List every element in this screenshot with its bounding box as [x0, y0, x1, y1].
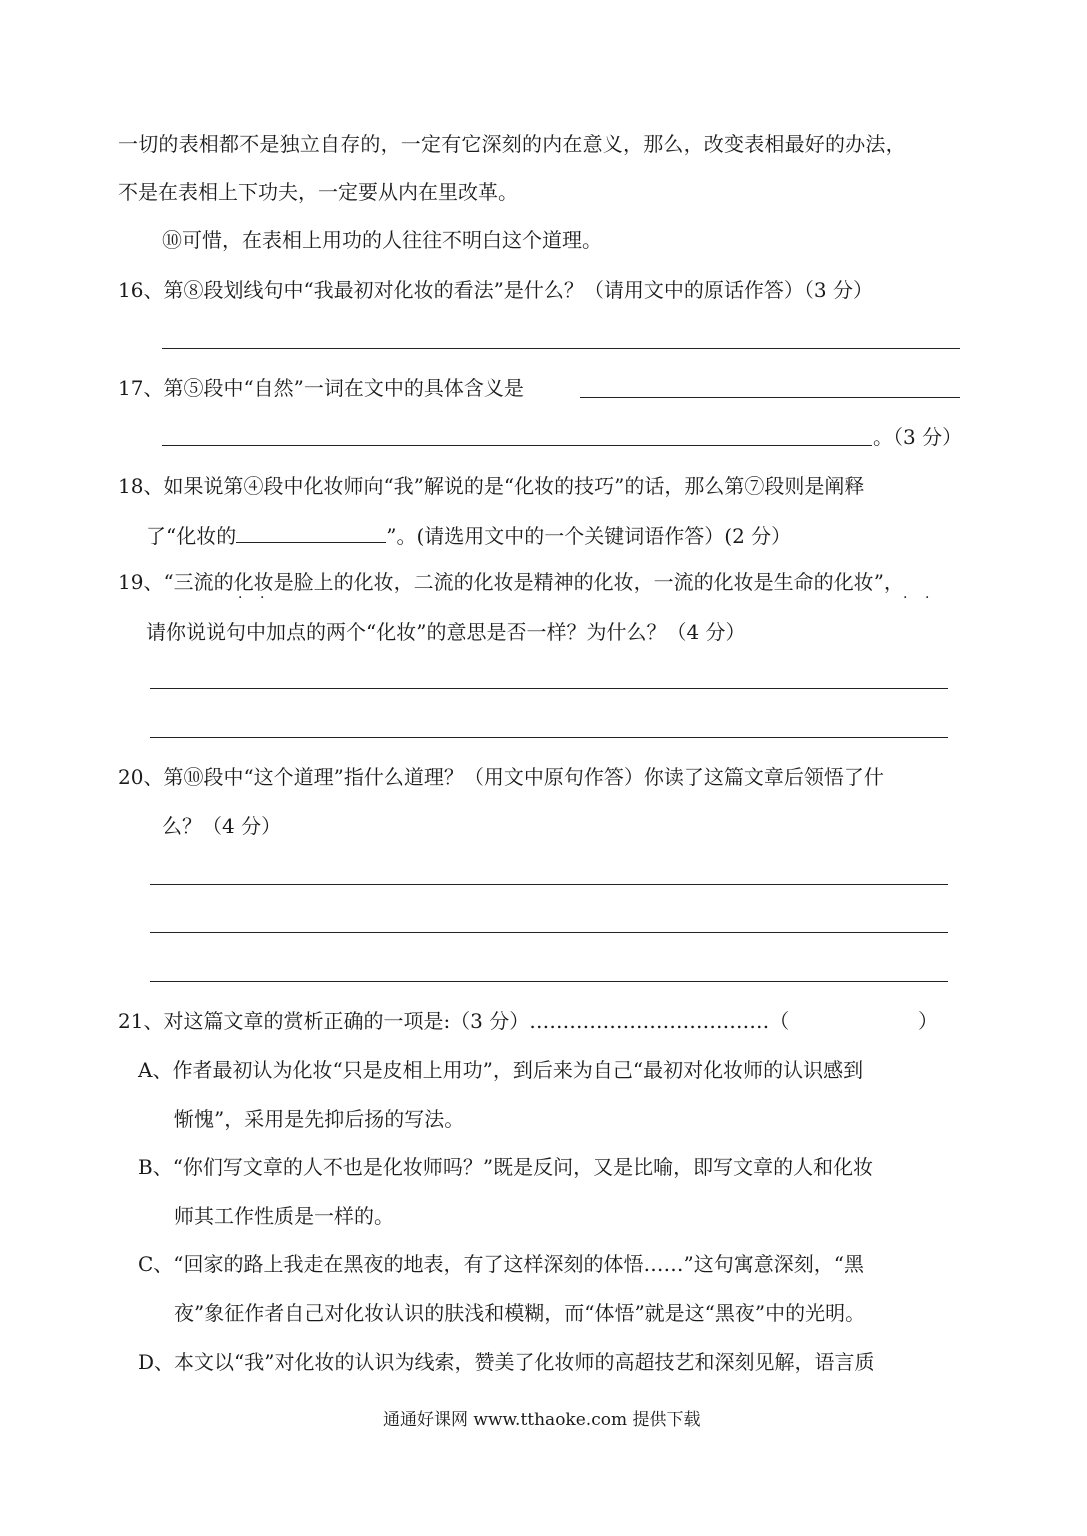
- question-17-suffix: 。（3 分）: [873, 425, 963, 449]
- question-17-prefix: 17、第⑤段中“自然”一词在文中的具体含义是: [118, 376, 524, 400]
- paragraph-line: 一切的表相都不是独立自存的，一定有它深刻的内在意义，那么，改变表相最好的办法，: [118, 132, 906, 156]
- question-18-prefix: 了“化妆的: [146, 524, 237, 548]
- question-19-text: ”，: [873, 570, 904, 594]
- option-b-line2: 师其工作性质是一样的。: [174, 1204, 394, 1228]
- answer-line-17b[interactable]: [162, 445, 872, 446]
- question-21-paren-close: ）: [918, 1009, 938, 1033]
- question-19-line1: [118, 572, 904, 592]
- option-c-line2: 夜”象征作者自己对化妆认识的肤浅和模糊，而“体悟”就是这“黑夜”中的光明。: [174, 1301, 866, 1325]
- emphasis-dots: · ·: [238, 590, 265, 606]
- question-16: 16、第⑧段划线句中“我最初对化妆的看法”是什么？（请用文中的原话作答）（3 分）: [118, 278, 873, 302]
- question-18-line1: 18、如果说第④段中化妆师向“我”解说的是“化妆的技巧”的话，那么第⑦段则是阐释: [118, 474, 865, 498]
- question-19-line2: 请你说说句中加点的两个“化妆”的意思是否一样？为什么？（4 分）: [146, 620, 746, 644]
- answer-line-20c[interactable]: [150, 981, 948, 982]
- option-d-line1[interactable]: D、本文以“我”对化妆的认识为线索，赞美了化妆师的高超技艺和深刻见解，语言质: [138, 1350, 875, 1374]
- question-20-line2: 么？（4 分）: [162, 814, 282, 838]
- option-c-line1[interactable]: C、“回家的路上我走在黑夜的地表，有了这样深刻的体悟……”这句寓意深刻，“黑: [138, 1252, 864, 1276]
- answer-line-20b[interactable]: [150, 932, 948, 933]
- question-19-text: 19、“三流的: [118, 570, 234, 594]
- answer-line-16[interactable]: [162, 348, 960, 349]
- question-20-line1: 20、第⑩段中“这个道理”指什么道理？（用文中原句作答）你读了这篇文章后领悟了什: [118, 765, 884, 789]
- paragraph-line: 不是在表相上下功夫，一定要从内在里改革。: [118, 180, 518, 204]
- question-18-line2: [146, 524, 791, 546]
- answer-line-19b[interactable]: [150, 737, 948, 738]
- answer-line-20a[interactable]: [150, 884, 948, 885]
- dotted-word: 化妆: [233, 570, 274, 594]
- page-footer: 通通好课网 www.tthaoke.com 提供下载: [383, 1410, 701, 1430]
- answer-line-19a[interactable]: [150, 688, 948, 689]
- question-18-suffix: ”。(请选用文中的一个关键词语作答）(2 分）: [386, 524, 792, 548]
- question-21-stem: 21、对这篇文章的赏析正确的一项是:（3 分）………………………………（: [118, 1009, 790, 1033]
- question-19-text: 是脸上的化妆，二流的化妆是精神的化妆，一流的化妆是生命的: [273, 570, 834, 594]
- option-a-line1[interactable]: A、作者最初认为化妆“只是皮相上用功”，到后来为自己“最初对化妆师的认识感到: [138, 1058, 864, 1082]
- paragraph-10: ⑩可惜，在表相上用功的人往往不明白这个道理。: [162, 228, 602, 252]
- answer-blank-18[interactable]: [236, 524, 386, 543]
- emphasis-dots: · ·: [903, 590, 930, 606]
- option-b-line1[interactable]: B、“你们写文章的人不也是化妆师吗？”既是反问，又是比喻，即写文章的人和化妆: [138, 1155, 874, 1179]
- answer-line-17a[interactable]: [580, 397, 960, 398]
- option-a-line2: 惭愧”，采用是先抑后扬的写法。: [174, 1107, 465, 1131]
- dotted-word: 化妆: [833, 570, 874, 594]
